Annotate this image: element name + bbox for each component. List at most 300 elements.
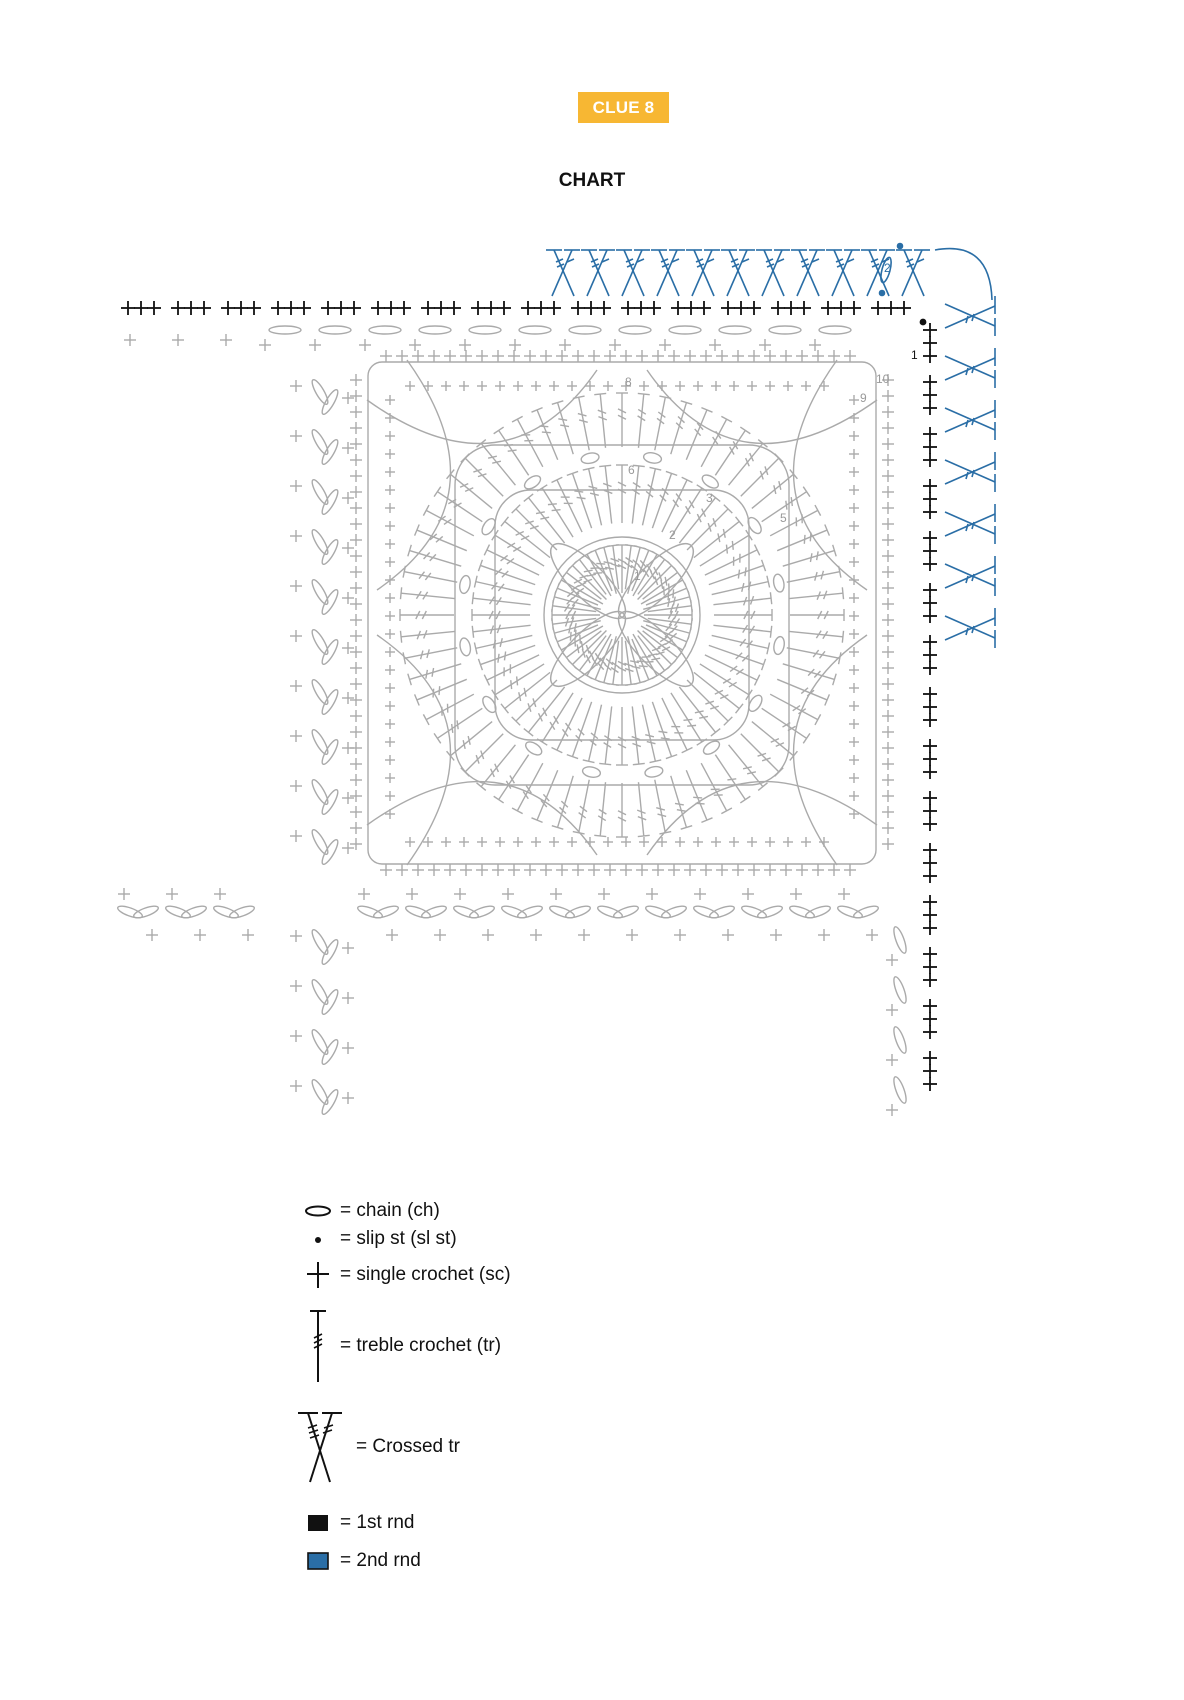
legend-row-crossed-treble [296, 1410, 460, 1484]
tr-stem [542, 693, 573, 742]
single-crochet-mark [342, 542, 354, 554]
treble-mark [671, 776, 692, 829]
single-crochet-mark [780, 864, 792, 876]
treble-mark [616, 465, 628, 523]
single-crochet-mark [700, 350, 712, 362]
tr-hash [439, 686, 440, 695]
single-crochet-mark [513, 381, 523, 391]
tr-stem [709, 565, 764, 584]
tr-hash [637, 661, 646, 662]
single-crochet-mark [882, 502, 894, 514]
single-crochet-mark [923, 609, 937, 623]
single-crochet-mark [923, 440, 937, 454]
single-crochet-mark [620, 864, 632, 876]
tr-stem [671, 403, 687, 455]
single-crochet-mark [350, 454, 362, 466]
chain-mark [772, 636, 785, 656]
tr-hash [558, 419, 567, 421]
single-crochet-mark [700, 864, 712, 876]
tr-stem [642, 705, 655, 762]
single-crochet-mark [684, 350, 696, 362]
tr-hash [673, 589, 674, 598]
crossed-treble-mark [896, 250, 930, 296]
tr-stem [589, 705, 602, 762]
tr-stem [528, 687, 564, 732]
tr-hash [536, 512, 545, 514]
single-crochet-mark [675, 381, 685, 391]
treble-mark [700, 530, 752, 566]
tr-stem [694, 250, 714, 296]
corner-chain [935, 249, 992, 300]
single-crochet-mark [350, 374, 362, 386]
single-crochet-mark [849, 683, 859, 693]
single-crochet-mark [923, 557, 937, 571]
crossed-treble-icon [296, 1410, 350, 1484]
single-crochet-mark [556, 350, 568, 362]
tr-top [740, 427, 750, 434]
single-crochet-mark [812, 864, 824, 876]
single-crochet-mark [321, 301, 335, 315]
single-crochet-mark [668, 864, 680, 876]
tr-stem [783, 551, 835, 567]
single-crochet-mark [290, 680, 302, 692]
treble-mark [616, 783, 628, 837]
tr-hash [511, 680, 512, 689]
tr-hash [966, 524, 968, 531]
single-crochet-mark [923, 336, 937, 350]
single-crochet-mark [882, 454, 894, 466]
single-crochet-mark [734, 301, 748, 315]
single-crochet-mark [748, 864, 760, 876]
treble-mark [552, 698, 583, 753]
single-crochet-mark [882, 566, 894, 578]
single-crochet-mark [484, 301, 498, 315]
single-crochet-mark [923, 492, 937, 506]
single-crochet-mark [428, 350, 440, 362]
tr-stem [632, 706, 638, 764]
tr-stem [712, 635, 769, 648]
single-crochet-mark [849, 773, 859, 783]
tr-stem [558, 403, 574, 455]
single-crochet-mark [923, 1077, 937, 1091]
tr-top [594, 835, 606, 836]
single-crochet-mark [297, 301, 311, 315]
single-crochet-mark [693, 837, 703, 847]
treble-mark [474, 576, 532, 595]
tr-stem [605, 466, 611, 524]
legend-row-chain [296, 1200, 440, 1222]
tr-stem [638, 782, 643, 836]
chain-mark [310, 1028, 331, 1056]
tr-top [552, 748, 563, 753]
tr-top [755, 675, 760, 686]
single-crochet-mark [482, 929, 494, 941]
single-crochet-mark [721, 301, 735, 315]
single-crochet-mark [121, 301, 135, 315]
treble-mark [662, 477, 693, 532]
single-crochet-mark [923, 596, 937, 610]
single-crochet-mark [412, 350, 424, 362]
tr-hash [560, 425, 569, 427]
tr-hash [677, 810, 686, 812]
tr-hash [723, 529, 725, 538]
chain-mark [372, 904, 399, 920]
tr-hash [584, 570, 593, 572]
tr-stem [587, 250, 607, 296]
single-crochet-mark [350, 598, 362, 610]
single-crochet-mark [684, 864, 696, 876]
single-crochet-mark [572, 864, 584, 876]
tr-stem [770, 694, 818, 719]
treble-mark [687, 505, 732, 550]
treble-mark [616, 707, 628, 765]
tr-stem [480, 565, 535, 584]
tr-top [423, 714, 429, 725]
tr-hash [662, 488, 668, 494]
single-crochet-mark [882, 470, 894, 482]
single-crochet-mark [290, 630, 302, 642]
tr-hash [661, 738, 670, 739]
single-crochet-mark [732, 864, 744, 876]
treble-mark [712, 576, 770, 595]
single-crochet-mark [571, 301, 585, 315]
single-crochet-mark [647, 301, 661, 315]
treble-mark [789, 631, 843, 643]
tr-stem [579, 397, 590, 450]
tr-hash [966, 472, 968, 479]
single-crochet-mark [118, 888, 130, 900]
single-crochet-mark [797, 301, 811, 315]
tr-stem [662, 698, 687, 750]
single-crochet-mark [780, 350, 792, 362]
chain-icon [301, 1204, 335, 1218]
single-crochet-mark [923, 505, 937, 519]
tr-hash [648, 654, 657, 656]
single-crochet-mark [849, 395, 859, 405]
treble-mark [583, 467, 602, 525]
symbol-legend [296, 1200, 716, 1600]
single-crochet-mark [290, 1030, 302, 1042]
single-crochet-mark [350, 694, 362, 706]
single-crochet-mark [531, 837, 541, 847]
single-crochet-mark [844, 864, 856, 876]
single-crochet-mark [380, 864, 392, 876]
tr-hash [516, 532, 524, 536]
tr-stem [945, 460, 995, 482]
tr-hash [972, 366, 974, 373]
tr-stem [902, 250, 922, 296]
single-crochet-mark [386, 929, 398, 941]
chain-mark [310, 478, 331, 506]
single-crochet-mark [882, 758, 894, 770]
tr-hash [670, 633, 677, 639]
treble-mark [701, 416, 732, 466]
tr-hash [581, 641, 583, 650]
single-crochet-mark [764, 350, 776, 362]
single-crochet-mark [923, 661, 937, 675]
tr-top [494, 796, 504, 803]
single-crochet-mark [513, 837, 523, 847]
single-crochet-mark [882, 774, 894, 786]
tr-hash [715, 690, 723, 694]
single-crochet-mark [652, 864, 664, 876]
single-crochet-mark [639, 837, 649, 847]
tr-hash [810, 553, 812, 562]
single-crochet-mark [849, 539, 859, 549]
tr-stem [713, 625, 771, 631]
tr-hash [771, 739, 779, 743]
tr-stem [700, 664, 749, 695]
legend-row-second-round [296, 1550, 421, 1572]
tr-stem [686, 770, 707, 820]
first-round-swatch-icon [301, 1513, 335, 1533]
tr-top [638, 835, 650, 836]
single-crochet-mark [923, 453, 937, 467]
tr-stem [542, 488, 573, 537]
single-crochet-mark [923, 401, 937, 415]
single-crochet-mark [923, 973, 937, 987]
tr-hash [517, 676, 518, 685]
tr-hash [640, 560, 646, 567]
single-crochet-mark [729, 837, 739, 847]
corner-arc [647, 370, 877, 443]
single-crochet-mark [783, 837, 793, 847]
tr-hash [658, 731, 667, 732]
treble-mark [512, 680, 557, 725]
tr-stem [687, 509, 728, 550]
chain-mark [420, 904, 447, 920]
tr-hash [774, 485, 776, 494]
single-crochet-mark [882, 742, 894, 754]
tr-stem [589, 469, 602, 526]
single-crochet-mark [476, 350, 488, 362]
single-crochet-mark [675, 837, 685, 847]
treble-mark [637, 782, 650, 836]
tr-hash [726, 545, 727, 554]
tr-stem [712, 582, 769, 595]
tr-hash [593, 573, 602, 574]
single-crochet-mark [171, 301, 185, 315]
tr-stem [517, 763, 542, 811]
single-crochet-mark [309, 339, 321, 351]
single-crochet-mark [508, 864, 520, 876]
single-crochet-mark [350, 614, 362, 626]
single-crochet-mark [441, 381, 451, 391]
single-crochet-mark [385, 737, 395, 747]
single-crochet-mark [242, 929, 254, 941]
single-crochet-mark [428, 864, 440, 876]
single-crochet-mark [674, 929, 686, 941]
tr-hash [508, 450, 517, 451]
tr-hash [673, 597, 675, 606]
tr-hash [743, 767, 752, 769]
single-crochet-mark [350, 582, 362, 594]
tr-hash [463, 740, 465, 749]
single-crochet-mark [290, 580, 302, 592]
treble-mark [671, 485, 707, 537]
tr-top [512, 416, 523, 422]
tr-hash [699, 716, 708, 718]
single-crochet-mark [385, 539, 395, 549]
clue-badge: CLUE 8 [578, 92, 669, 123]
tr-hash [569, 625, 571, 634]
tr-hash [695, 429, 701, 436]
single-crochet-mark [441, 837, 451, 847]
tr-hash [645, 662, 654, 663]
single-crochet-mark [350, 790, 362, 802]
tr-stem [945, 304, 995, 326]
tr-hash [966, 368, 968, 375]
treble-mark [474, 635, 532, 654]
single-crochet-mark [801, 381, 811, 391]
treble-mark [472, 625, 530, 638]
single-crochet-mark [385, 395, 395, 405]
tr-hash [542, 432, 551, 433]
single-crochet-mark [350, 726, 362, 738]
single-crochet-mark [882, 790, 894, 802]
slip-stitch-mark [880, 291, 885, 296]
crossed-treble-mark [721, 250, 755, 296]
single-crochet-mark [524, 350, 536, 362]
legend-text-second-round: = 2nd rnd [340, 1550, 421, 1571]
tr-hash [580, 635, 581, 644]
tr-hash [578, 729, 584, 735]
tr-hash [548, 504, 557, 505]
single-crochet-mark [838, 888, 850, 900]
treble-mark [472, 592, 530, 605]
single-crochet-mark [923, 544, 937, 558]
single-crochet-mark [214, 888, 226, 900]
single-crochet-mark [923, 427, 937, 441]
single-crochet-mark [765, 837, 775, 847]
tr-hash [519, 692, 521, 701]
tr-stem [777, 679, 827, 700]
single-crochet-mark [609, 339, 621, 351]
tr-stem [657, 250, 677, 296]
legend-row-first-round [296, 1512, 414, 1534]
treble-mark [712, 635, 770, 654]
tr-hash [598, 568, 607, 569]
tr-stem [727, 250, 747, 296]
chain-mark [180, 904, 207, 920]
tr-hash [432, 668, 434, 677]
single-crochet-mark [559, 339, 571, 351]
single-crochet-mark [634, 301, 648, 315]
single-crochet-mark [884, 301, 898, 315]
treble-mark [713, 625, 771, 638]
single-crochet-mark [385, 593, 395, 603]
single-crochet-mark [350, 502, 362, 514]
single-crochet-mark [444, 350, 456, 362]
single-crochet-mark [897, 301, 911, 315]
treble-mark [671, 693, 707, 745]
single-crochet-mark [385, 683, 395, 693]
single-crochet-mark [290, 1080, 302, 1092]
single-crochet-mark [849, 593, 859, 603]
tr-stem [945, 566, 995, 588]
single-crochet-mark [350, 758, 362, 770]
single-crochet-mark [284, 301, 298, 315]
tr-stem [404, 648, 457, 659]
single-crochet-mark [531, 381, 541, 391]
treble-mark [709, 560, 766, 585]
single-crochet-mark [722, 929, 734, 941]
chain-mark [719, 326, 751, 334]
tr-hash [810, 532, 811, 541]
treble-mark [694, 517, 743, 558]
tr-hash [661, 580, 663, 589]
single-crochet-mark [923, 648, 937, 662]
tr-top [638, 393, 650, 394]
tr-hash [696, 803, 705, 804]
tr-top [842, 587, 843, 599]
tr-stem [777, 530, 827, 551]
tr-stem [945, 616, 995, 638]
single-crochet-mark [923, 700, 937, 714]
tr-stem [659, 250, 679, 296]
chain-mark [772, 573, 785, 593]
single-crochet-mark [567, 381, 577, 391]
chain-mark [852, 904, 879, 920]
single-crochet-mark [597, 301, 611, 315]
single-crochet-mark [697, 301, 711, 315]
single-crochet-mark [716, 350, 728, 362]
tr-stem [622, 250, 642, 296]
treble-mark [524, 494, 565, 543]
single-crochet-mark [454, 888, 466, 900]
tr-hash [575, 630, 576, 639]
legend-row-single-crochet [296, 1260, 511, 1290]
crossed-treble-mark [945, 296, 995, 336]
tr-hash [575, 638, 576, 647]
single-crochet-mark [923, 739, 937, 753]
chain-mark [310, 428, 331, 456]
tr-hash [966, 420, 968, 427]
single-crochet-mark [259, 339, 271, 351]
tr-hash [577, 497, 586, 498]
single-crochet-mark [502, 888, 514, 900]
tr-hash [426, 670, 428, 679]
tr-stem [600, 782, 605, 836]
single-crochet-mark [923, 804, 937, 818]
single-crochet-mark [849, 755, 859, 765]
single-crochet-mark [434, 929, 446, 941]
tr-stem [642, 469, 655, 526]
first-border-round-layer [121, 301, 937, 1091]
tr-hash [972, 626, 974, 633]
tr-hash [543, 794, 549, 801]
treble-mark [762, 708, 810, 743]
treble-mark [573, 396, 589, 450]
single-crochet-mark [290, 980, 302, 992]
single-crochet-mark [886, 1004, 898, 1016]
chain-mark [756, 904, 783, 920]
single-crochet-mark [460, 350, 472, 362]
treble-mark [501, 517, 550, 558]
treble-mark [552, 776, 573, 829]
single-crochet-mark [146, 929, 158, 941]
corner-arc [377, 360, 450, 590]
tr-hash [495, 764, 499, 772]
single-crochet-mark [290, 530, 302, 542]
single-crochet-mark [923, 1051, 937, 1065]
single-crochet-mark [923, 895, 937, 909]
treble-mark [492, 530, 544, 566]
single-crochet-mark [540, 864, 552, 876]
chain-mark [458, 575, 471, 595]
round-number-5: 5 [780, 511, 787, 525]
treble-mark [599, 465, 612, 523]
